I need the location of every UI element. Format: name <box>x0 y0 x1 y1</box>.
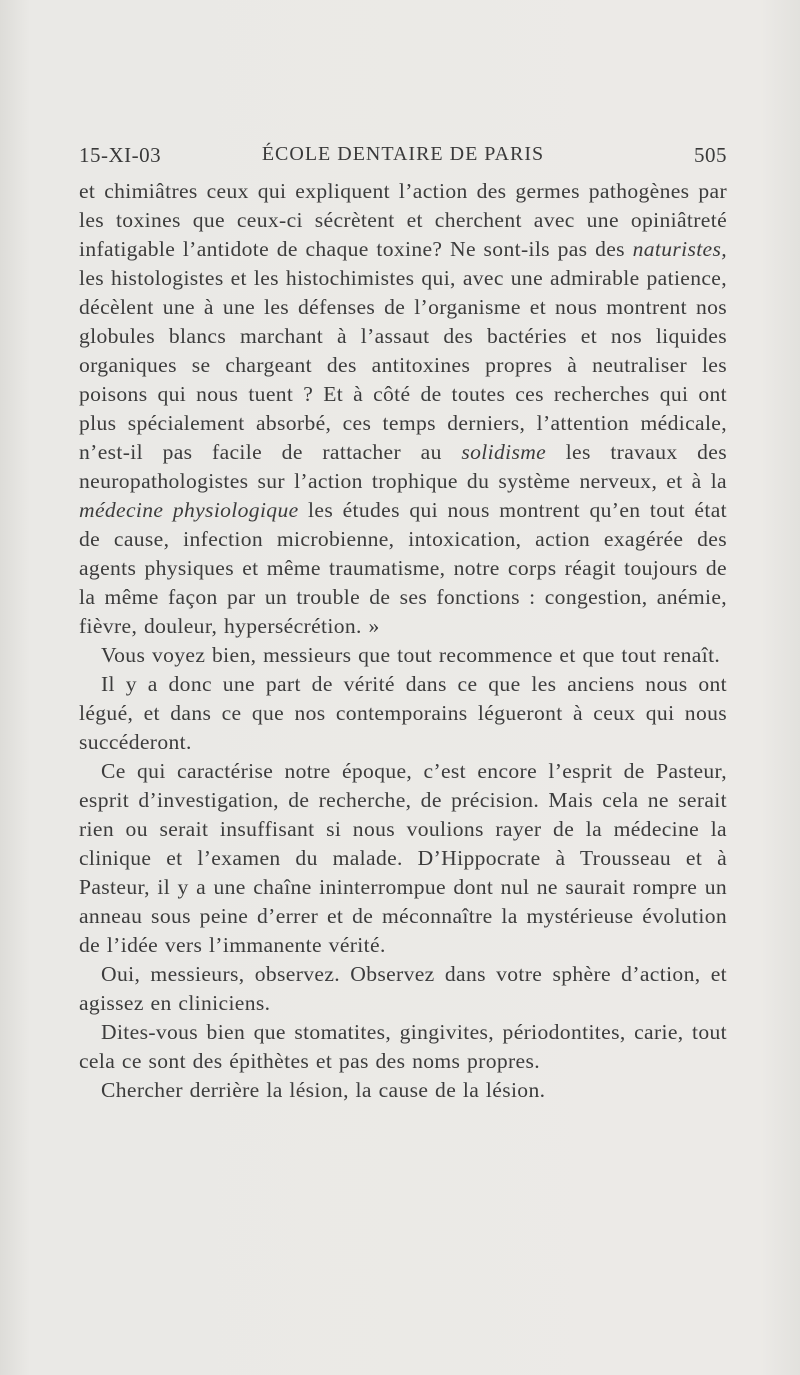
body-text <box>79 177 727 1105</box>
paragraph-5: Oui, messieurs, observez. Observez dans votre sphère d’action, et agissez en cliniciens. <box>79 962 727 1015</box>
running-header <box>79 143 727 177</box>
header-title: ÉCOLE DENTAIRE DE PARIS <box>261 143 545 165</box>
p1-text-c: les travaux des neuropathologistes sur l’action trophique du système nerveux, et à la <box>79 440 727 493</box>
paragraph-4: Ce qui caractérise notre époque, c’est encore l’esprit de Pasteur, esprit d’investigation, de recherche, de précision. Mais cela ne serait rien ou serait insuffisant si nous voulions rayer de la médecine la clinique et l’examen du malade. D’Hippocrate à Trousseau et à Pasteur, il y a une chaîne ininterrompue dont nul ne saurait rompre un anneau sous peine d’errer et de méconnaître la mystérieuse évolution de l’idée vers l’immanente vérité. <box>79 759 727 957</box>
header-date: 15-XI-03 <box>79 143 162 167</box>
paragraph-7: Chercher derrière la lésion, la cause de la lésion. <box>101 1078 546 1102</box>
paragraph-6: Dites-vous bien que stomatites, gingivites, périodontites, carie, tout cela ce sont des épithètes et pas des noms propres. <box>79 1020 727 1073</box>
p1-text-a: et chimiâtres ceux qui expliquent l’action des germes pathogènes par les toxines que ceux-ci sécrètent et cherchent avec une opiniâtreté infatigable l’antidote de chaque toxine? Ne sont-ils pas des <box>79 179 727 261</box>
p1-italic-solidisme: solidisme <box>461 440 547 464</box>
p1-text-d: les études qui nous montrent qu’en tout état de cause, infection microbienne, intoxication, action exagérée des agents physiques et même traumatisme, notre corps réagit toujours de la même façon par un trouble de ses fonctions : congestion, anémie, fièvre, douleur, hypersécrétion. » <box>79 498 727 638</box>
p1-italic-naturistes: naturistes, <box>632 237 727 261</box>
page-number: 505 <box>694 143 727 167</box>
paragraph-3: Il y a donc une part de vérité dans ce que les anciens nous ont légué, et dans ce que nos contemporains légueront à ceux qui nous succéderont. <box>79 672 727 754</box>
paragraph-2: Vous voyez bien, messieurs que tout recommence et que tout renaît. <box>101 643 721 667</box>
paragraph-1 <box>79 177 727 641</box>
p1-italic-medecine-physiologique: médecine physiologique <box>79 498 299 522</box>
p1-text-b: les histologistes et les histochimistes qui, avec une admirable patience, décèlent une à une les défenses de l’organisme et nous montrent nos globules blancs marchant à l’assaut des bactéries et nos liquides organiques se chargeant des antitoxines propres à neutraliser les poisons qui nous tuent ? Et à côté de toutes ces recherches qui ont plus spécialement absorbé, ces temps derniers, l’attention médicale, n’est-il pas facile de rattacher au <box>79 266 727 464</box>
